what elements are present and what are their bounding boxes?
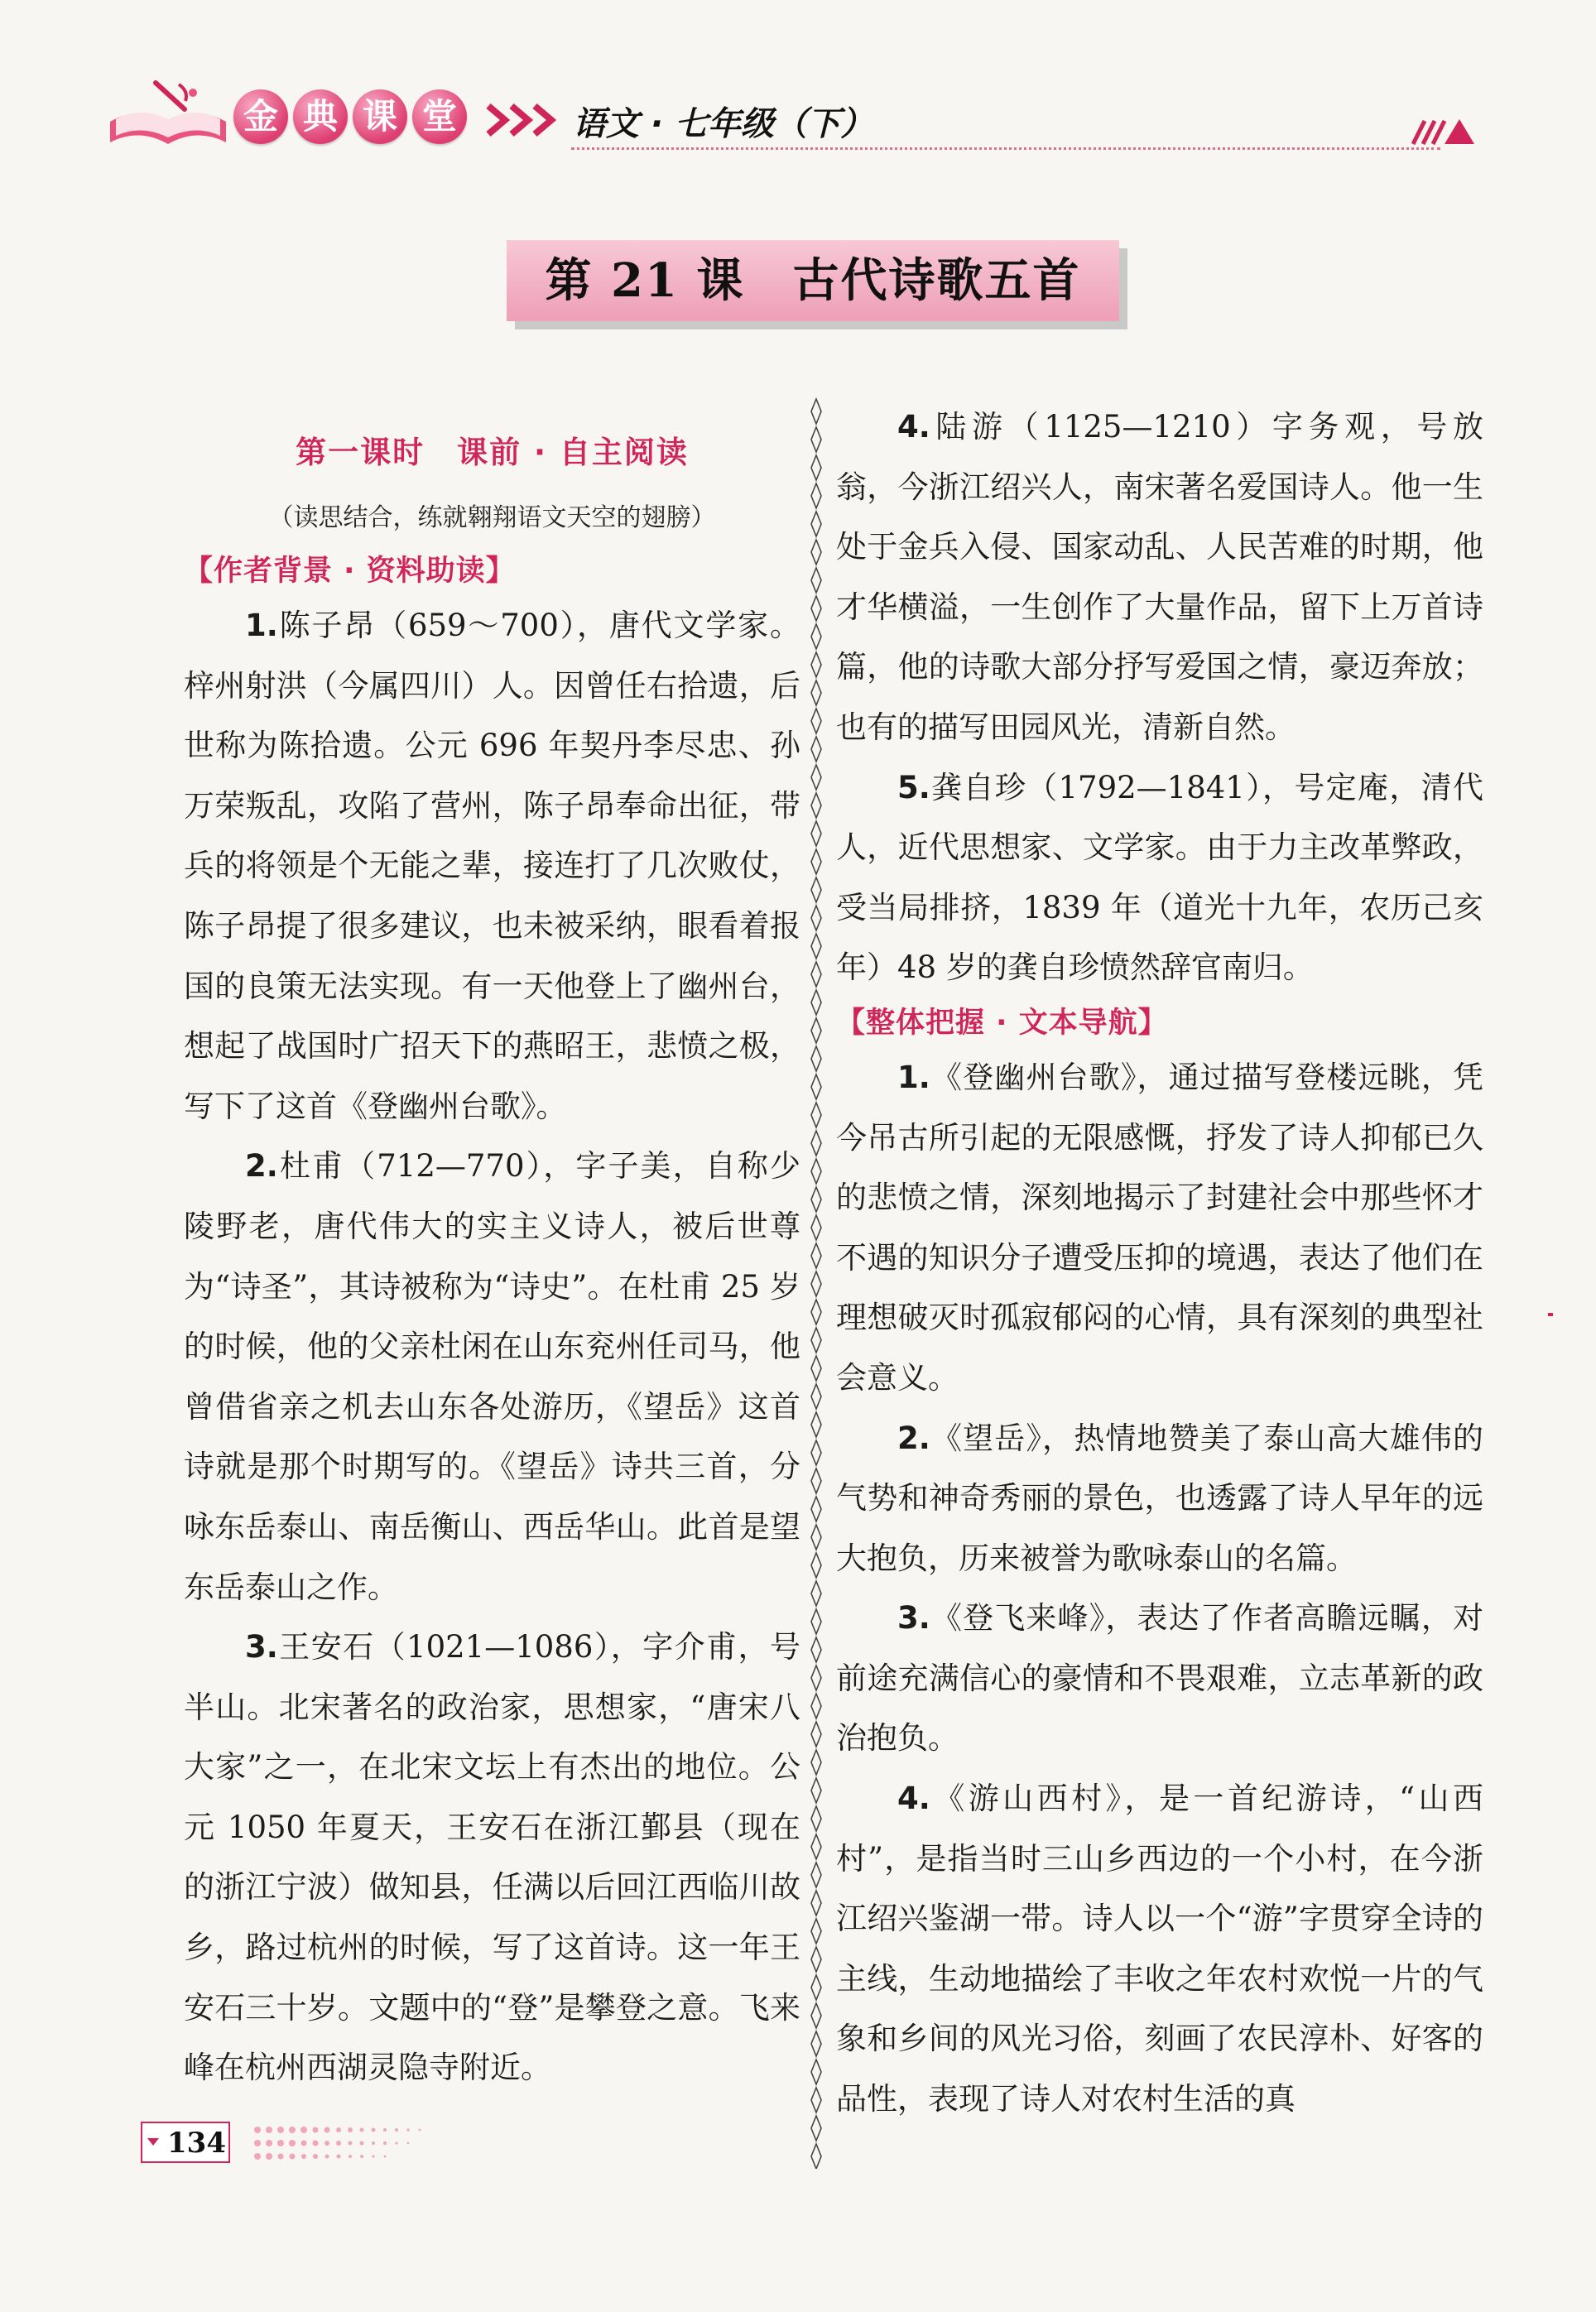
overview-item [836, 1769, 1483, 2130]
item-number: 3. [245, 1629, 278, 1666]
header-divider [571, 147, 1440, 150]
edge-mark [1548, 1313, 1553, 1316]
item-number: 3. [897, 1600, 930, 1637]
overview-item [836, 1589, 1483, 1769]
column-divider [810, 397, 823, 2169]
section-tag-background: 【作者背景 · 资料助读】 [184, 555, 516, 588]
background-item [184, 596, 800, 1137]
background-item [184, 1617, 800, 2098]
item-text: 杜甫（712—770），字子美，自称少陵野老，唐代伟大的实主义诗人，被后世尊为“诗圣”，其诗被称为“诗史”。在杜甫 25 岁的时候，他的父亲杜闲在山东兖州任司马，他曾借省亲之机去山东各处游历，《望岳》这首诗就是那个时期写的。《望岳》诗共三首，分咏东岳泰山、南岳衡山、西岳华山。此首是望东岳泰山之作。 [184, 1148, 800, 1605]
lesson-title: 第 21 课 古代诗歌五首 [545, 253, 1081, 308]
item-text: 陈子昂（659～700），唐代文学家。梓州射洪（今属四川）人。因曾任右拾遗，后世称为陈拾遗。公元 696 年契丹李尽忠、孙万荣叛乱，攻陷了营州，陈子昂奉命出征，带兵的将领是个无能之辈，接连打了几次败仗，陈子昂提了很多建议，也未被采纳，眼看着报国的良策无法实现。有一天他登上了幽州台，想起了战国时广招天下的燕昭王，悲愤之极，写下了这首《登幽州台歌》。 [184, 608, 800, 1124]
page-number: 134 [167, 2127, 226, 2160]
brand-char: 典 [293, 89, 348, 144]
item-text: 龚自珍（1792—1841），号定庵，清代人，近代思想家、文学家。由于力主改革弊政，受当局排挤，1839 年（道光十九年，农历己亥年）48 岁的龚自珍愤然辞官南归。 [836, 769, 1483, 986]
brand-char: 金 [233, 89, 288, 144]
item-text: 《登幽州台歌》，通过描写登楼远眺，凭今吊古所引起的无限感慨，抒发了诗人抑郁已久的悲愤之情，深刻地揭示了封建社会中那些怀才不遇的知识分子遭受压抑的境遇，表达了他们在理想破灭时孤寂郁闷的心情，具有深刻的典型社会意义。 [836, 1059, 1483, 1396]
subject-grade-label: 语文 · 七年级（下） [573, 105, 874, 143]
overview-item [836, 1048, 1483, 1409]
item-number: 4. [897, 409, 930, 445]
lesson-title-banner [507, 240, 1119, 321]
brand-logo [233, 89, 467, 144]
item-number: 5. [897, 769, 930, 805]
session-subtitle: （读思结合，练就翱翔语文天空的翅膀） [268, 503, 716, 532]
page-header [0, 0, 1596, 166]
open-book-logo-icon [106, 76, 230, 151]
item-text: 《游山西村》，是一首纪游诗，“山西村”，是指当时三山乡西边的一个小村，在今浙江绍兴鉴湖一带。诗人以一个“游”字贯穿全诗的主线，生动地描绘了丰收之年农村欢悦一片的气象和乡间的风光习俗，刻画了农民淳朴、好客的品性，表现了诗人对农村生活的真 [836, 1781, 1483, 2117]
item-number: 2. [245, 1148, 278, 1185]
background-item [836, 397, 1483, 758]
item-number: 1. [897, 1059, 930, 1095]
caret-down-icon [147, 2138, 159, 2146]
right-column [836, 397, 1483, 2130]
dot-pattern-decoration [252, 2123, 517, 2163]
corner-triangle-icon [1411, 116, 1494, 149]
item-text: 王安石（1021—1086），字介甫，号半山。北宋著名的政治家，思想家，“唐宋八大家”之一，在北宋文坛上有杰出的地位。公元 1050 年夏天，王安石在浙江鄞县（现在的浙江宁波）做知县，任满以后回江西临川故乡，路过杭州的时候，写了这首诗。这一年王安石三十岁。文题中的“登”是攀登之意。飞来峰在杭州西湖灵隐寺附近。 [184, 1629, 800, 2086]
section-tag-overview: 【整体把握 · 文本导航】 [836, 1006, 1168, 1040]
background-item [184, 1137, 800, 1617]
item-number: 4. [897, 1781, 930, 1817]
item-number: 1. [245, 608, 278, 643]
item-text: 陆游（1125—1210）字务观，号放翁，今浙江绍兴人，南宋著名爱国诗人。他一生处于金兵入侵、国家动乱、人民苦难的时期，他才华横溢，一生创作了大量作品，留下上万首诗篇，他的诗歌大部分抒写爱国之情，豪迈奔放；也有的描写田园风光，清新自然。 [836, 409, 1483, 745]
brand-char: 堂 [412, 89, 467, 144]
item-text: 《登飞来峰》，表达了作者高瞻远瞩，对前途充满信心的豪情和不畏艰难，立志革新的政治抱负。 [836, 1600, 1483, 1757]
page-number-box [141, 2122, 230, 2163]
overview-item [836, 1409, 1483, 1589]
item-text: 《望岳》，热情地赞美了泰山高大雄伟的气势和神奇秀丽的景色，也透露了诗人早年的远大抱负，历来被誉为歌咏泰山的名篇。 [836, 1420, 1483, 1576]
item-number: 2. [897, 1420, 930, 1456]
left-column [184, 389, 800, 2098]
session-title: 第一课时 课前 · 自主阅读 [296, 435, 689, 470]
background-item [836, 758, 1483, 998]
brand-char: 课 [353, 89, 407, 144]
chevron-right-icon [484, 101, 563, 139]
